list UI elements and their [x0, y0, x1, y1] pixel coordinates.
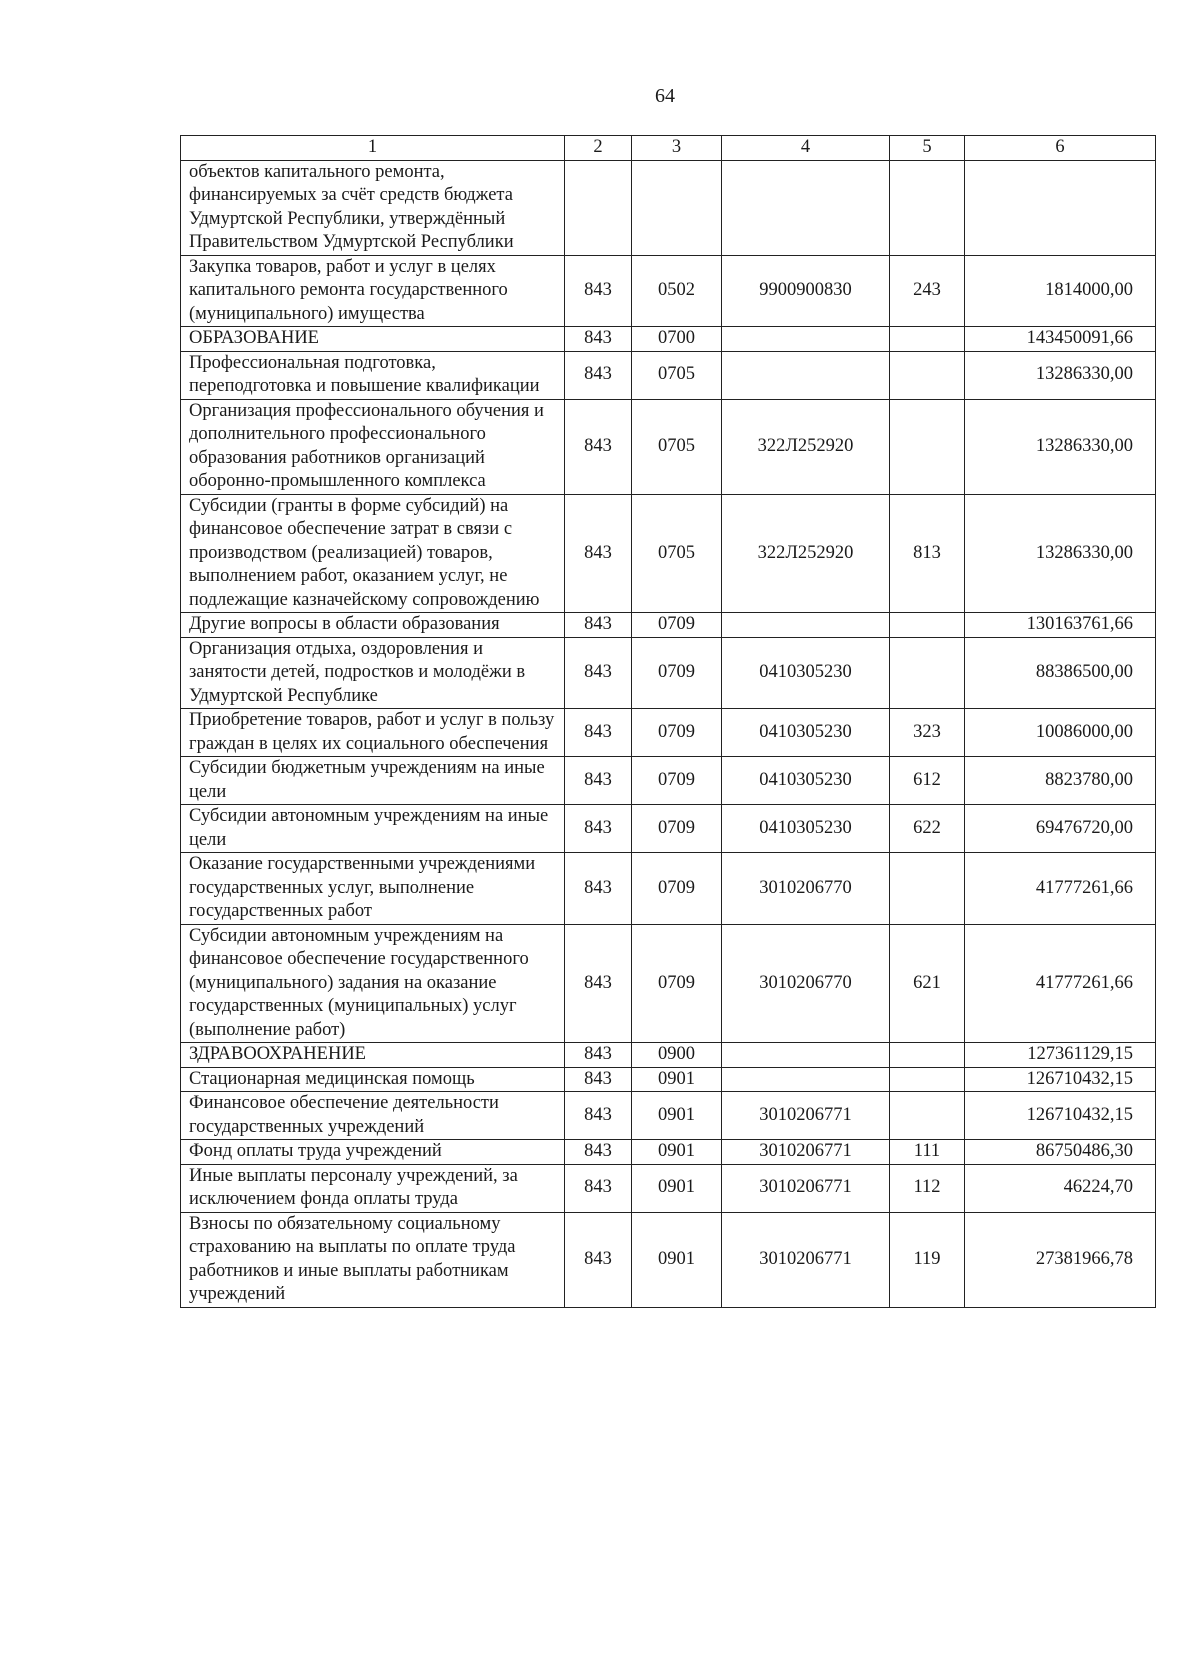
expense-type-cell [890, 160, 965, 255]
department-code-cell: 843 [565, 853, 632, 925]
department-code-cell: 843 [565, 924, 632, 1043]
row-name-cell: Организация профессионального обучения и дополнительного профессионального образования работников организаций оборонно-промышленного комплекса [181, 399, 565, 494]
amount-cell: 13286330,00 [965, 351, 1156, 399]
row-name-cell: Субсидии бюджетным учреждениям на иные цели [181, 757, 565, 805]
target-article-cell [722, 1043, 890, 1068]
table-row [181, 805, 1156, 853]
department-code-cell: 843 [565, 255, 632, 327]
section-code-cell: 0709 [632, 853, 722, 925]
department-code-cell [565, 160, 632, 255]
column-header-4: 4 [722, 136, 890, 161]
row-name-cell: объектов капитального ремонта, финансируемых за счёт средств бюджета Удмуртской Республики, утверждённый Правительством Удмуртской Республики [181, 160, 565, 255]
section-code-cell: 0709 [632, 924, 722, 1043]
target-article-cell: 322Л252920 [722, 494, 890, 613]
expense-type-cell [890, 327, 965, 352]
row-name-cell: Субсидии автономным учреждениям на финансовое обеспечение государственного (муниципального) задания на оказание государственных (муниципальных) услуг (выполнение работ) [181, 924, 565, 1043]
section-code-cell: 0901 [632, 1067, 722, 1092]
row-name-cell: Субсидии (гранты в форме субсидий) на финансовое обеспечение затрат в связи с производством (реализацией) товаров, выполнением работ, оказанием услуг, не подлежащие казначейскому сопровождению [181, 494, 565, 613]
expense-type-cell: 622 [890, 805, 965, 853]
target-article-cell [722, 160, 890, 255]
target-article-cell: 3010206771 [722, 1140, 890, 1165]
section-code-cell: 0901 [632, 1092, 722, 1140]
department-code-cell: 843 [565, 1164, 632, 1212]
department-code-cell: 843 [565, 1140, 632, 1165]
target-article-cell: 0410305230 [722, 637, 890, 709]
expense-type-cell [890, 853, 965, 925]
department-code-cell: 843 [565, 1043, 632, 1068]
section-code-cell: 0900 [632, 1043, 722, 1068]
section-code-cell [632, 160, 722, 255]
row-name-cell: Закупка товаров, работ и услуг в целях капитального ремонта государственного (муниципального) имущества [181, 255, 565, 327]
column-header-2: 2 [565, 136, 632, 161]
section-code-cell: 0700 [632, 327, 722, 352]
department-code-cell: 843 [565, 613, 632, 638]
table-row [181, 1092, 1156, 1140]
target-article-cell [722, 351, 890, 399]
amount-cell: 130163761,66 [965, 613, 1156, 638]
target-article-cell [722, 1067, 890, 1092]
amount-cell: 41777261,66 [965, 853, 1156, 925]
expense-type-cell [890, 351, 965, 399]
section-code-cell: 0709 [632, 757, 722, 805]
amount-cell: 8823780,00 [965, 757, 1156, 805]
target-article-cell: 3010206771 [722, 1164, 890, 1212]
table-row [181, 160, 1156, 255]
target-article-cell: 3010206770 [722, 853, 890, 925]
target-article-cell: 3010206771 [722, 1212, 890, 1307]
target-article-cell: 0410305230 [722, 805, 890, 853]
target-article-cell: 322Л252920 [722, 399, 890, 494]
table-row [181, 853, 1156, 925]
table-row [181, 399, 1156, 494]
target-article-cell: 3010206770 [722, 924, 890, 1043]
row-name-cell: Профессиональная подготовка, переподготовка и повышение квалификации [181, 351, 565, 399]
table-row [181, 494, 1156, 613]
section-code-cell: 0901 [632, 1164, 722, 1212]
expense-type-cell: 112 [890, 1164, 965, 1212]
expense-type-cell: 243 [890, 255, 965, 327]
amount-cell: 1814000,00 [965, 255, 1156, 327]
section-code-cell: 0502 [632, 255, 722, 327]
expense-type-cell [890, 399, 965, 494]
table-header-row [181, 136, 1156, 161]
row-name-cell: Субсидии автономным учреждениям на иные цели [181, 805, 565, 853]
amount-cell [965, 160, 1156, 255]
expense-type-cell: 323 [890, 709, 965, 757]
amount-cell: 27381966,78 [965, 1212, 1156, 1307]
target-article-cell: 0410305230 [722, 757, 890, 805]
page-number: 64 [655, 85, 675, 107]
target-article-cell [722, 327, 890, 352]
column-header-5: 5 [890, 136, 965, 161]
department-code-cell: 843 [565, 805, 632, 853]
table-row [181, 924, 1156, 1043]
expense-type-cell: 119 [890, 1212, 965, 1307]
amount-cell: 13286330,00 [965, 494, 1156, 613]
section-code-cell: 0709 [632, 709, 722, 757]
department-code-cell: 843 [565, 494, 632, 613]
row-name-cell: Иные выплаты персоналу учреждений, за исключением фонда оплаты труда [181, 1164, 565, 1212]
expense-type-cell: 813 [890, 494, 965, 613]
target-article-cell: 9900900830 [722, 255, 890, 327]
expense-type-cell [890, 613, 965, 638]
section-code-cell: 0709 [632, 637, 722, 709]
amount-cell: 126710432,15 [965, 1067, 1156, 1092]
table-row [181, 613, 1156, 638]
row-name-cell: Другие вопросы в области образования [181, 613, 565, 638]
section-code-cell: 0709 [632, 613, 722, 638]
amount-cell: 69476720,00 [965, 805, 1156, 853]
department-code-cell: 843 [565, 637, 632, 709]
target-article-cell: 0410305230 [722, 709, 890, 757]
amount-cell: 143450091,66 [965, 327, 1156, 352]
table-row [181, 1067, 1156, 1092]
department-code-cell: 843 [565, 351, 632, 399]
table-row [181, 327, 1156, 352]
table-row [181, 757, 1156, 805]
expense-type-cell: 621 [890, 924, 965, 1043]
expense-type-cell [890, 1043, 965, 1068]
expense-type-cell: 612 [890, 757, 965, 805]
expense-type-cell [890, 637, 965, 709]
expense-type-cell [890, 1067, 965, 1092]
section-code-cell: 0705 [632, 351, 722, 399]
column-header-6: 6 [965, 136, 1156, 161]
column-header-1: 1 [181, 136, 565, 161]
table-row [181, 1212, 1156, 1307]
department-code-cell: 843 [565, 709, 632, 757]
department-code-cell: 843 [565, 757, 632, 805]
table-row [181, 637, 1156, 709]
amount-cell: 127361129,15 [965, 1043, 1156, 1068]
amount-cell: 13286330,00 [965, 399, 1156, 494]
section-code-cell: 0709 [632, 805, 722, 853]
row-name-cell: Оказание государственными учреждениями государственных услуг, выполнение государственных работ [181, 853, 565, 925]
column-header-3: 3 [632, 136, 722, 161]
section-code-cell: 0901 [632, 1140, 722, 1165]
row-name-cell: Фонд оплаты труда учреждений [181, 1140, 565, 1165]
table-row [181, 255, 1156, 327]
row-name-cell: Стационарная медицинская помощь [181, 1067, 565, 1092]
department-code-cell: 843 [565, 1092, 632, 1140]
table-row [181, 709, 1156, 757]
department-code-cell: 843 [565, 327, 632, 352]
target-article-cell: 3010206771 [722, 1092, 890, 1140]
table-row [181, 1043, 1156, 1068]
amount-cell: 41777261,66 [965, 924, 1156, 1043]
amount-cell: 86750486,30 [965, 1140, 1156, 1165]
department-code-cell: 843 [565, 399, 632, 494]
expense-type-cell: 111 [890, 1140, 965, 1165]
row-name-cell: Взносы по обязательному социальному страхованию на выплаты по оплате труда работников и иные выплаты работникам учреждений [181, 1212, 565, 1307]
amount-cell: 46224,70 [965, 1164, 1156, 1212]
row-name-cell: ЗДРАВООХРАНЕНИЕ [181, 1043, 565, 1068]
department-code-cell: 843 [565, 1212, 632, 1307]
target-article-cell [722, 613, 890, 638]
row-name-cell: Приобретение товаров, работ и услуг в пользу граждан в целях их социального обеспечения [181, 709, 565, 757]
row-name-cell: Финансовое обеспечение деятельности государственных учреждений [181, 1092, 565, 1140]
budget-table [180, 135, 1156, 1308]
amount-cell: 88386500,00 [965, 637, 1156, 709]
table-row [181, 351, 1156, 399]
table-row [181, 1140, 1156, 1165]
row-name-cell: Организация отдыха, оздоровления и занятости детей, подростков и молодёжи в Удмуртской Республике [181, 637, 565, 709]
section-code-cell: 0901 [632, 1212, 722, 1307]
department-code-cell: 843 [565, 1067, 632, 1092]
section-code-cell: 0705 [632, 399, 722, 494]
expense-type-cell [890, 1092, 965, 1140]
section-code-cell: 0705 [632, 494, 722, 613]
row-name-cell: ОБРАЗОВАНИЕ [181, 327, 565, 352]
table-row [181, 1164, 1156, 1212]
amount-cell: 10086000,00 [965, 709, 1156, 757]
amount-cell: 126710432,15 [965, 1092, 1156, 1140]
